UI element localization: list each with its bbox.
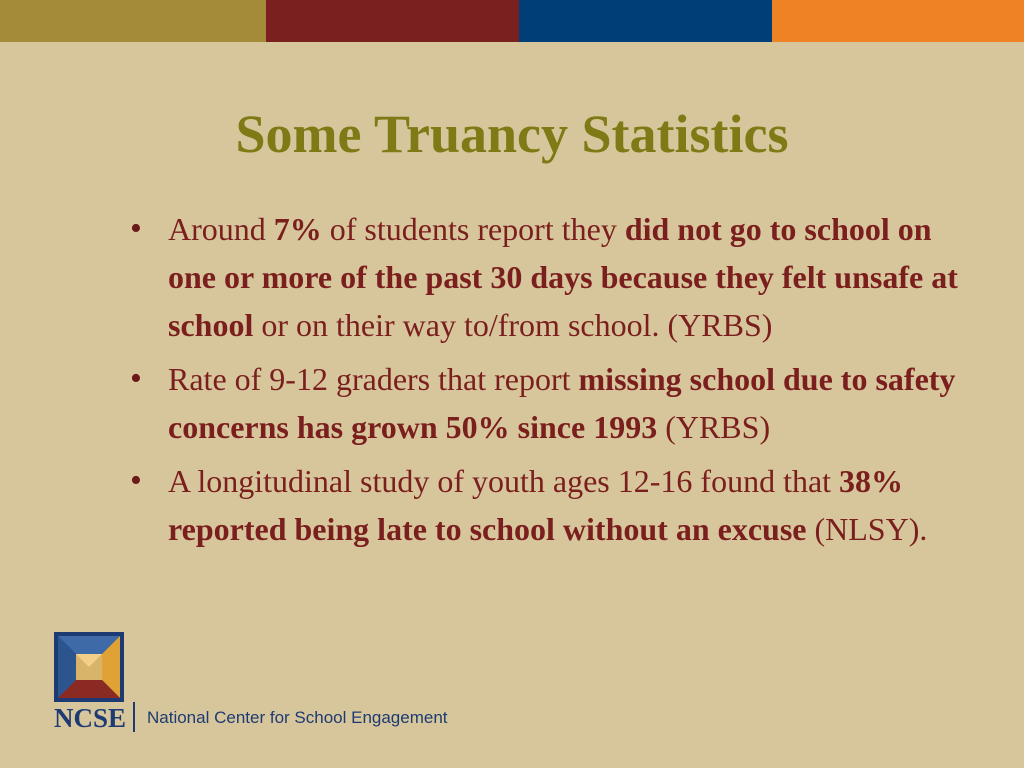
bullet-dot-icon: • <box>130 210 142 247</box>
bullet-item-1 <box>130 205 960 349</box>
top-bar-maroon <box>266 0 519 42</box>
slide-title: Some Truancy Statistics <box>235 104 789 164</box>
bullet-text: 7% <box>273 211 322 247</box>
bullet-text: A longitudinal study of youth ages 12-16 found that <box>168 463 840 499</box>
logo-acronym: NCSE <box>54 703 127 733</box>
ncse-logo-icon <box>54 632 124 702</box>
bullet-text: Rate of 9-12 graders that report <box>168 361 579 397</box>
logo-organization-name: National Center for School Engagement <box>147 708 448 727</box>
bullet-item-3 <box>130 457 960 553</box>
bullet-text: did not go to school on one or more of the past 30 days because they felt unsafe at school <box>168 211 958 343</box>
bullet-text: (NLSY). <box>806 511 928 547</box>
bullet-text: Around <box>168 211 274 247</box>
top-bar-navy <box>519 0 772 42</box>
bullet-dot-icon: • <box>130 462 142 499</box>
logo-divider <box>133 702 135 732</box>
top-color-bar <box>0 0 1024 42</box>
bullet-text: or on their way to/from school. (YRBS) <box>253 307 773 343</box>
bullet-item-2 <box>130 355 960 451</box>
bullet-text: missing school due to safety concerns has grown 50% since 1993 <box>168 361 956 445</box>
top-bar-orange <box>772 0 1024 42</box>
bullet-text: (YRBS) <box>657 409 771 445</box>
bullet-list <box>130 205 960 559</box>
bullet-dot-icon: • <box>130 360 142 397</box>
bullet-text: 38% reported being late to school without an excuse <box>168 463 904 547</box>
top-bar-olive <box>0 0 266 42</box>
bullet-text: of students report they <box>321 211 625 247</box>
